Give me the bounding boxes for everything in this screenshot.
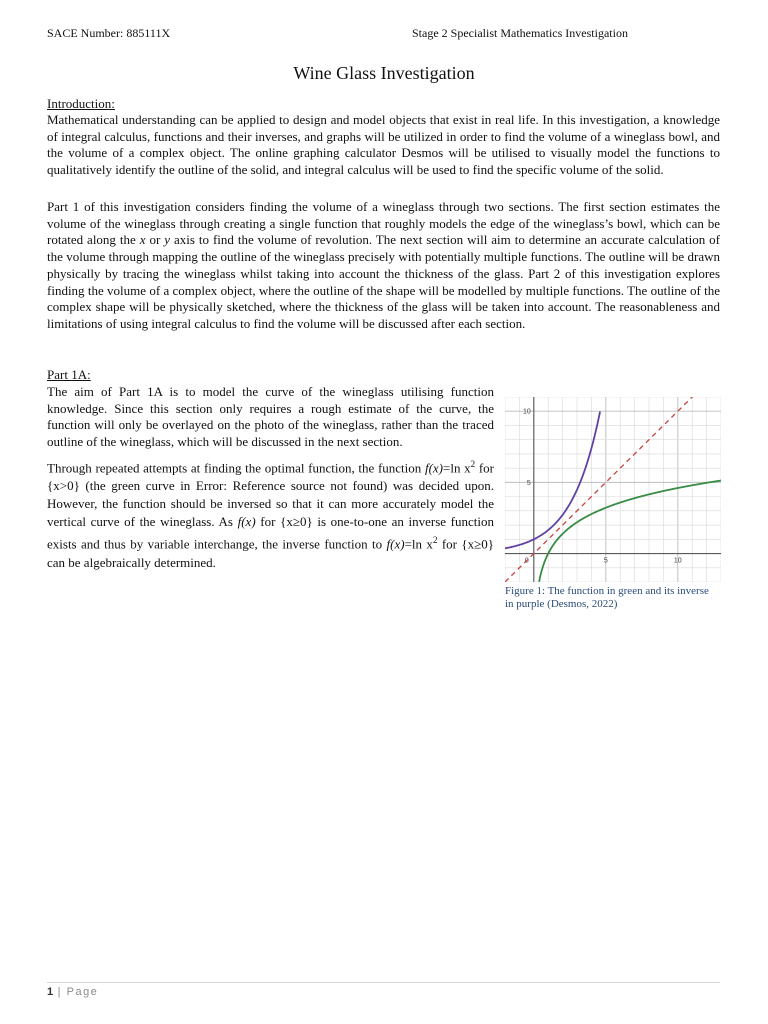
- header-sace-number: SACE Number: 885111X: [47, 26, 171, 40]
- introduction-paragraph-2: Part 1 of this investigation considers finding the volume of a wineglass through two sections. The first section estimates the volume of the wineglass through creating a single function that roughly models the edge of the wineglass’s bowl, which can be rotated along the x or y axis to find the volume of revolution. The next section will aim to determine an accurate calculation of the volume through mapping the outline of the wineglass precisely with potentially multiple functions. The outline will be drawn physically by tracing the wineglass whilst taking into account the thickness of the glass. Part 2 of this investigation explores finding the volume of a complex object, where the outline of the shape will be modelled by multiple functions. The outline of the complex shape will be physically sketched, where the thickness of the glass will be taken into account. The reasonableness and limitations of using integral calculus to find the volume will be discussed after each section.: [47, 199, 720, 331]
- desmos-graph-figure: [505, 397, 721, 582]
- x-tick-label: 10: [673, 557, 682, 565]
- domain-2: {x≥0}: [280, 514, 313, 530]
- var-x: x: [139, 232, 146, 248]
- part1a-paragraph-1: The aim of Part 1A is to model the curve of the wineglass utilising function knowledge. Since this section only requires a rough estimate of the curve, the function will only be overlayed on the photo of the wineglass, rather than the traced outline of the wineglass, which will be discussed in the next section.: [47, 384, 494, 450]
- part1a-heading: Part 1A:: [47, 367, 91, 382]
- x-tick-label: 5: [603, 557, 608, 565]
- y-tick-label: 5: [526, 479, 531, 487]
- page-number: 1: [47, 986, 54, 998]
- function-fx: f(x): [424, 460, 444, 476]
- document-title: Wine Glass Investigation: [293, 63, 475, 83]
- var-y: y: [164, 232, 171, 248]
- part1a-paragraph-2: Through repeated attempts at finding the optimal function, the function f(x)=ln $x^2$ for {x>0} (the green curve in Error: Reference source not found) was decided upon. However, the function should be inversed so that it can more accurately model the vertical curve of the wineglass. As f(x) for {x≥0} is one-to-one an inverse function exists and thus by variable interchange, the inverse function to f(x)=ln $x^2$ for {x≥0} can be algebraically determined.: [47, 459, 494, 570]
- plot-background: [505, 397, 721, 582]
- introduction-paragraph-1: Mathematical understanding can be applied to design and model objects that exist in real life. In this investigation, a knowledge of integral calculus, functions and their inverses, and graphs will be utilized in order to find the volume of a wineglass bowl, and the volume of a complex object. The online graphing calculator Desmos will be utilised to visually model the functions to qualitatively identify the outline of the solid, and integral calculus will be used to find the specific volume of the solid.: [47, 112, 720, 178]
- domain-1: {x>0}: [47, 478, 80, 494]
- y-tick-label: 10: [523, 408, 531, 416]
- introduction-heading: Introduction:: [47, 96, 115, 111]
- function-expression: =ln x: [443, 460, 471, 476]
- page-footer: 1 | Page: [47, 986, 99, 998]
- header-course-title: Stage 2 Specialist Mathematics Investigation: [412, 26, 628, 40]
- footer-divider: [47, 982, 720, 983]
- x-tick-label: 0: [524, 557, 529, 565]
- page-label: Page: [66, 986, 99, 998]
- figure-1-caption: Figure 1: The function in green and its inverse in purple (Desmos, 2022): [505, 585, 709, 610]
